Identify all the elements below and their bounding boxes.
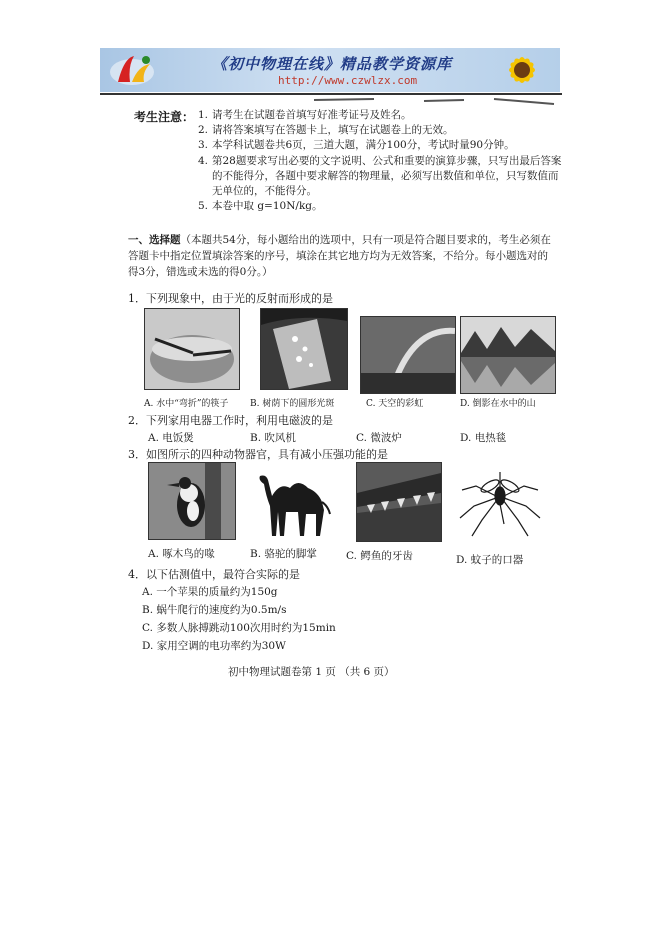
q1-caption-d: D. 倒影在水中的山 bbox=[460, 399, 536, 409]
banner-title: 《初中物理在线》精品教学资源库 bbox=[212, 55, 453, 73]
notice-item bbox=[198, 154, 562, 200]
notice-list bbox=[198, 108, 562, 214]
question-1-stem: 1．下列现象中，由于光的反射而形成的是 bbox=[128, 292, 333, 305]
notice-number: 2. bbox=[198, 124, 209, 137]
q4-option-a: A. 一个苹果的质量约为150g bbox=[142, 586, 278, 598]
q4-option-c: C. 多数人脉搏跳动100次用时约为15min bbox=[142, 622, 336, 634]
header-banner bbox=[100, 48, 560, 92]
q3-caption-d: D. 蚊子的口器 bbox=[456, 554, 524, 566]
q2-option-d: D. 电热毯 bbox=[460, 432, 507, 444]
notice-text: 本卷中取 g=10N/kg。 bbox=[212, 200, 323, 213]
logo-icon bbox=[108, 52, 160, 88]
woodpecker-photo bbox=[148, 462, 236, 540]
rainbow-photo bbox=[360, 316, 456, 394]
chopsticks-in-water-photo bbox=[144, 308, 240, 390]
banner-url[interactable]: http://www.czwlzx.com bbox=[278, 74, 418, 87]
exam-page bbox=[120, 100, 560, 680]
notice-text: 请考生在试题卷首填写好准考证号及姓名。 bbox=[212, 109, 412, 121]
q2-option-c: C. 微波炉 bbox=[356, 432, 402, 444]
question-2-stem: 2．下列家用电器工作时，利用电磁波的是 bbox=[128, 414, 333, 427]
q4-option-b: B. 蜗牛爬行的速度约为0.5m/s bbox=[142, 604, 287, 616]
q3-caption-a: A. 啄木鸟的喙 bbox=[148, 548, 215, 560]
header-rule bbox=[100, 93, 562, 95]
q1-caption-c: C. 天空的彩虹 bbox=[366, 399, 424, 409]
notice-number: 5. bbox=[198, 200, 209, 213]
camel-drawing bbox=[246, 466, 346, 538]
question-4-stem: 4．以下估测值中，最符合实际的是 bbox=[128, 568, 300, 581]
notice-number: 3. bbox=[198, 139, 209, 152]
sunflower-icon bbox=[492, 48, 552, 92]
page-footer: 初中物理试题卷第 1 页 （共 6 页） bbox=[228, 666, 395, 678]
notice-number: 4. bbox=[198, 154, 209, 167]
notice-item bbox=[198, 108, 562, 123]
notice-text: 请将答案填写在答题卡上，填写在试题卷上的无效。 bbox=[212, 124, 454, 137]
q4-option-d: D. 家用空调的电功率约为30W bbox=[142, 640, 286, 652]
notice-label: 考生注意： bbox=[134, 110, 195, 124]
tree-shade-light-spots-photo bbox=[260, 308, 348, 390]
notice-item bbox=[198, 123, 562, 138]
q3-caption-b: B. 骆驼的脚掌 bbox=[250, 548, 317, 560]
mosquito-drawing bbox=[452, 466, 548, 540]
notice-text: 第28题要求写出必要的文字说明、公式和重要的演算步骤，只写出最后答案的不能得分，各题中要求解答的物理量，必须写出数值和单位，只写数值而无单位的，不能得分。 bbox=[212, 154, 562, 198]
crocodile-teeth-photo bbox=[356, 462, 442, 542]
question-3-stem: 3．如图所示的四种动物器官，具有减小压强功能的是 bbox=[128, 448, 388, 461]
q2-option-b: B. 吹风机 bbox=[250, 432, 296, 444]
notice-number: 1. bbox=[198, 109, 209, 121]
mountain-reflection-photo bbox=[460, 316, 556, 394]
section-header bbox=[128, 232, 558, 280]
notice-item bbox=[198, 138, 562, 153]
q2-option-a: A. 电饭煲 bbox=[148, 432, 194, 444]
q1-caption-b: B. 树荫下的圆形光斑 bbox=[250, 399, 335, 409]
q1-caption-a: A. 水中“弯折”的筷子 bbox=[144, 399, 229, 409]
section-description: （本题共54分，每小题给出的选项中，只有一项是符合题目要求的，考生必须在答题卡中指定位置填涂答案的序号，填涂在其它地方均为无效答案，不给分。每小题选对的得3分，错选或未选的得0分。） bbox=[128, 234, 551, 278]
section-title: 一、选择题 bbox=[128, 234, 181, 246]
q3-caption-c: C. 鳄鱼的牙齿 bbox=[346, 550, 413, 562]
notice-text: 本学科试题卷共6页，三道大题，满分100分，考试时量90分钟。 bbox=[212, 139, 515, 152]
notice-item bbox=[198, 199, 562, 214]
